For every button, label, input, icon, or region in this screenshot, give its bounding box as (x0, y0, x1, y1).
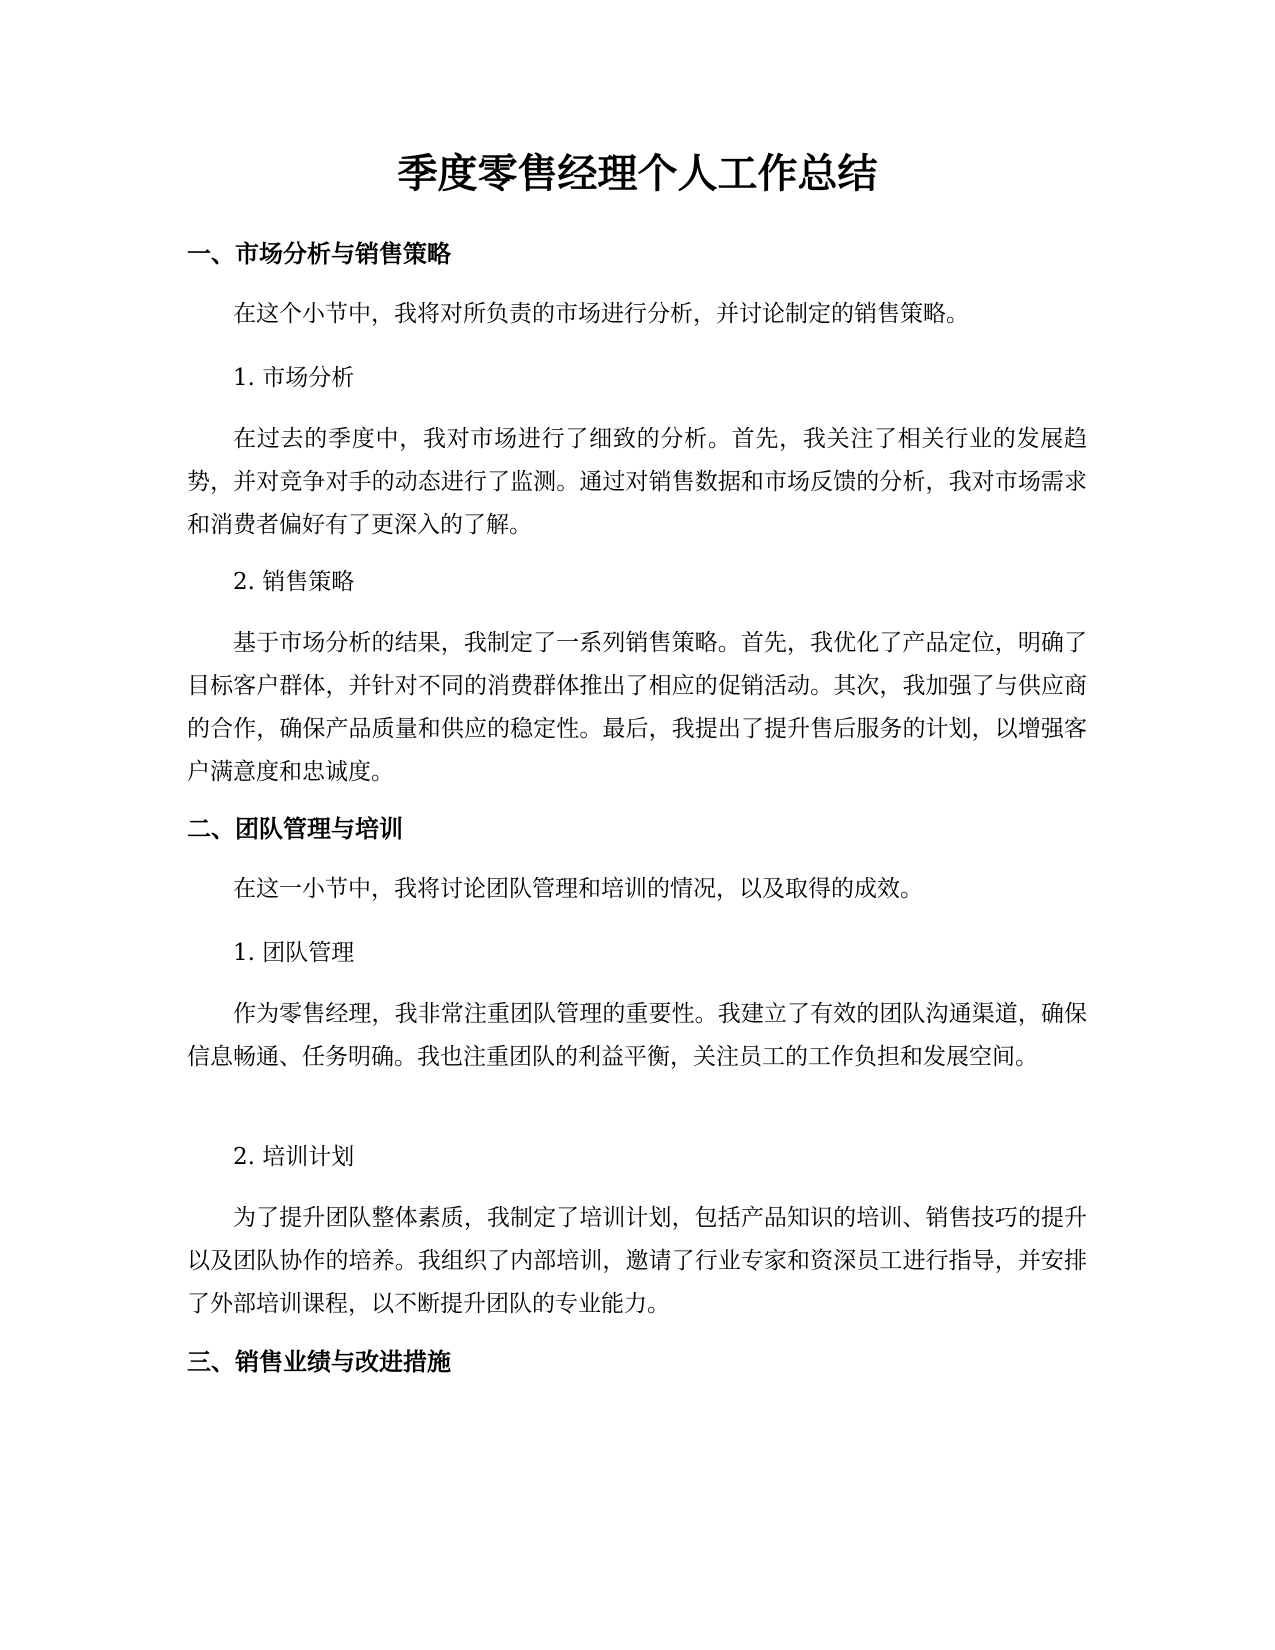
subsection-text-2-1: 作为零售经理，我非常注重团队管理的重要性。我建立了有效的团队沟通渠道，确保信息畅通、任务明确。我也注重团队的利益平衡，关注员工的工作负担和发展空间。 (187, 1001, 1087, 1070)
section-2-intro: 在这一小节中，我将讨论团队管理和培训的情况，以及取得的成效。 (233, 876, 923, 902)
subsection-text-1-2: 基于市场分析的结果，我制定了一系列销售策略。首先，我优化了产品定位，明确了目标客户群体，并针对不同的消费群体推出了相应的促销活动。其次，我加强了与供应商的合作，确保产品质量和供应的稳定性。最后，我提出了提升售后服务的计划，以增强客户满意度和忠诚度。 (187, 630, 1087, 785)
subsection-label-2-2: 2. 培训计划 (233, 1144, 355, 1170)
subsection-text-2-2: 为了提升团队整体素质，我制定了培训计划，包括产品知识的培训、销售技巧的提升以及团队协作的培养。我组织了内部培训，邀请了行业专家和资深员工进行指导，并安排了外部培训课程，以不断提升团队的专业能力。 (187, 1205, 1087, 1317)
document-title: 季度零售经理个人工作总结 (397, 151, 878, 197)
section-heading-2: 二、团队管理与培训 (187, 815, 403, 843)
subsection-label-1-2: 2. 销售策略 (233, 569, 355, 595)
section-heading-3: 三、销售业绩与改进措施 (187, 1348, 451, 1376)
subsection-text-1-1: 在过去的季度中，我对市场进行了细致的分析。首先，我关注了相关行业的发展趋势，并对竞争对手的动态进行了监测。通过对销售数据和市场反馈的分析，我对市场需求和消费者偏好有了更深入的了解。 (187, 426, 1087, 538)
section-heading-1: 一、市场分析与销售策略 (187, 240, 451, 268)
section-1-intro: 在这个小节中，我将对所负责的市场进行分析，并讨论制定的销售策略。 (233, 301, 969, 327)
subsection-label-2-1: 1. 团队管理 (233, 940, 355, 966)
subsection-label-1-1: 1. 市场分析 (233, 365, 355, 391)
